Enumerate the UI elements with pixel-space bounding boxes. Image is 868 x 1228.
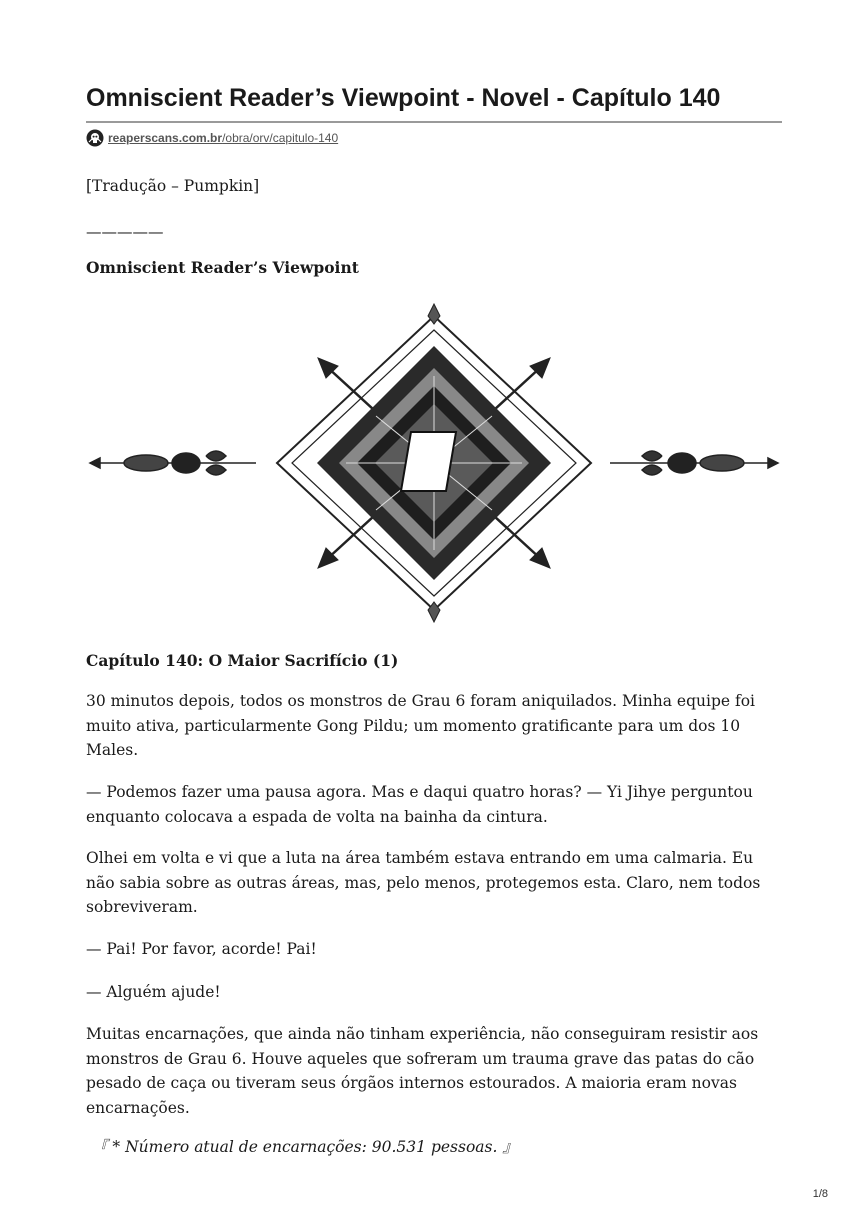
paragraph: — Alguém ajude! — [86, 983, 221, 1001]
translator-credit: [Tradução – Pumpkin] — [86, 177, 260, 195]
right-ornament — [610, 451, 778, 475]
title-underline — [86, 121, 782, 123]
chapter-title: Capítulo 140: O Maior Sacrifício (1) — [86, 651, 399, 670]
inner-diamond — [317, 346, 551, 580]
page-number: 1/8 — [812, 1188, 828, 1200]
source-link[interactable] — [108, 131, 338, 145]
left-ornament — [90, 451, 256, 475]
series-name: Omniscient Reader’s Viewpoint — [86, 258, 359, 277]
reaper-logo-icon — [86, 129, 104, 147]
paragraph: 30 minutos depois, todos os monstros de Grau 6 foram aniquilados. Minha equipe foi muito ativa, particularmente Gong Pildu; um momento gratificante para um dos 10 Males. — [86, 692, 755, 759]
paragraph: — Pai! Por favor, acorde! Pai! — [86, 940, 317, 958]
paragraph: — Podemos fazer uma pausa agora. Mas e daqui quatro horas? — Yi Jihye perguntou enquanto colocava a espada de volta na bainha da cintura. — [86, 783, 753, 826]
source-path: /obra/orv/capitulo-140 — [222, 131, 339, 145]
source-line — [86, 128, 338, 148]
paragraph: Muitas encarnações, que ainda não tinham experiência, não conseguiram resistir aos monstros de Grau 6. Houve aqueles que sofreram um trauma grave das patas do cão pesado de caça ou tiveram seus órgãos internos estourados. A maioria eram novas encarnações. — [86, 1025, 759, 1117]
separator-line: ————— — [86, 223, 164, 241]
paragraph: Olhei em volta e vi que a luta na área também estava entrando em uma calmaria. Eu não sabia sobre as outras áreas, mas, pelo menos, protegemos esta. Claro, nem todos sobreviveram. — [86, 849, 761, 916]
page-title: Omniscient Reader’s Viewpoint - Novel - Capítulo 140 — [86, 84, 721, 112]
ornamental-diamond-emblem — [86, 296, 782, 626]
system-message: 『 * Número atual de encarnações: 90.531 pessoas. 』 — [92, 1138, 518, 1156]
source-domain: reaperscans.com.br — [108, 131, 223, 145]
